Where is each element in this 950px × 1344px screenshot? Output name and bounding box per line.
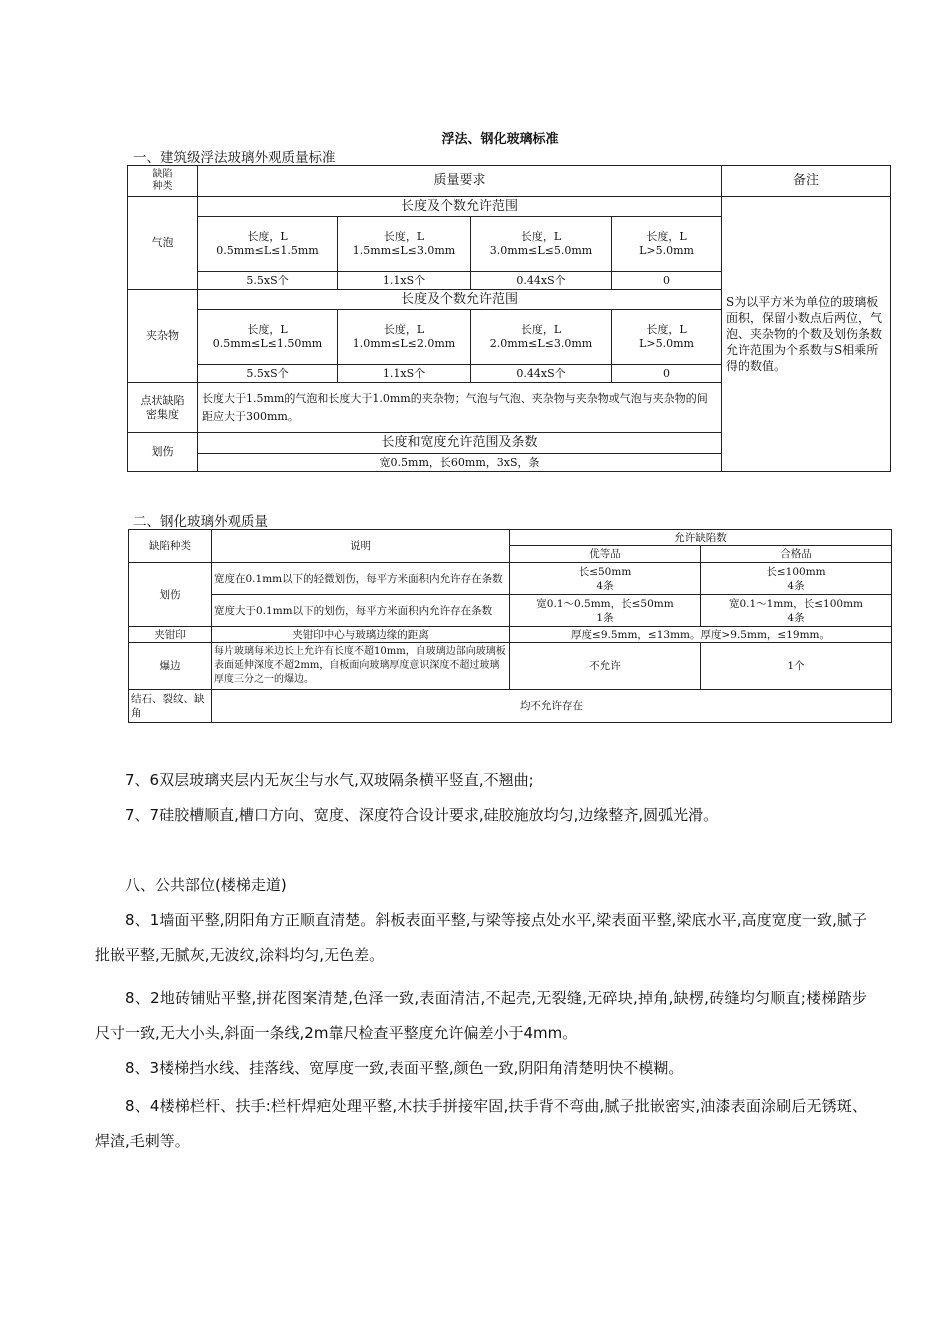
scratch-label: 划伤: [128, 433, 198, 472]
length-label: 长度，L: [646, 230, 687, 243]
paragraph-8-1: 8、1墙面平整,阴阳角方正顺直清楚。斜板表面平整,与梁等接点处水平,梁表面平整,梁底水平,高度宽度一致,腻子批嵌平整,无腻灰,无波纹,涂料均匀,无色差。: [95, 911, 867, 964]
bubble-col-3: [471, 217, 612, 272]
length-label: 长度，L: [247, 323, 288, 336]
edge-premium: 不允许: [510, 643, 701, 690]
paragraph-8-2: 8、2地砖铺贴平整,拼花图案清楚,色泽一致,表面清洁,不起壳,无裂缝,无碎块,掉角,缺楞,砖缝均匀顺直;楼梯踏步尺寸一致,无大小头,斜面一条线,2m靠尺检查平整度允许偏差小于4mm。: [95, 989, 867, 1042]
scratch-qualified-1: 长≤100mm 4条: [701, 563, 892, 595]
inclusion-col-1: [198, 310, 338, 365]
length-range: 0.5mm≤L≤1.50mm: [212, 337, 323, 350]
header-defect-type: 缺陷种类: [129, 530, 212, 563]
bubble-range-title: 长度及个数允许范围: [198, 197, 722, 217]
section8-heading: 八、公共部位(楼梯走道): [125, 876, 287, 894]
paragraph-8-4: 8、4楼梯栏杆、扶手:栏杆焊疤处理平整,木扶手拼接牢固,扶手背不弯曲,腻子批嵌密实,油漆表面涂刷后无锈斑、焊渣,毛刺等。: [95, 1097, 867, 1150]
edge-qualified: 1个: [701, 643, 892, 690]
scratch-qualified-2: 宽0.1～1mm，长≤100mm 4条: [701, 595, 892, 627]
inclusion-count: 5.5xS个: [198, 365, 338, 383]
edge-label: 爆边: [129, 643, 212, 690]
length-label: 长度，L: [247, 230, 288, 243]
length-range: 1.5mm≤L≤3.0mm: [352, 244, 456, 257]
length-range: 0.5mm≤L≤1.5mm: [216, 244, 319, 257]
scratch-title: 长度和宽度允许范围及条数: [198, 433, 722, 454]
scratch-desc-1: 宽度在0.1mm以下的轻微划伤，每平方米面积内允许存在条数: [212, 563, 510, 595]
inclusion-col-2: [338, 310, 471, 365]
header-quality: 质量要求: [198, 166, 722, 197]
length-range: 2.0mm≤L≤3.0mm: [489, 337, 593, 350]
inclusion-col-3: [471, 310, 612, 365]
density-text: 长度大于1.5mm的气泡和长度大于1.0mm的夹杂物；气泡与气泡、夹杂物与夹杂物或气泡与夹杂物的间距应大于300mm。: [198, 383, 722, 433]
paragraph-7-6: 7、6双层玻璃夹层内无灰尘与水气,双玻隔条横平竖直,不翘曲;: [125, 771, 534, 789]
header-premium: 优等品: [510, 546, 701, 563]
inclusion-count: 1.1xS个: [338, 365, 471, 383]
length-range: 3.0mm≤L≤5.0mm: [489, 244, 593, 257]
density-label: 点状缺陷 密集度: [128, 383, 198, 433]
stone-label: 结石、裂纹、缺角: [129, 690, 212, 723]
bubble-count: 0: [612, 272, 722, 290]
stone-value: 均不允许存在: [212, 690, 892, 723]
clamp-label: 夹钳印: [129, 627, 212, 643]
header-qualified: 合格品: [701, 546, 892, 563]
inclusion-count: 0: [612, 365, 722, 383]
section1-heading: 一、建筑级浮法玻璃外观质量标准: [133, 150, 336, 166]
clamp-desc: 夹钳印中心与玻璃边缘的距离: [212, 627, 510, 643]
inclusion-col-4: [612, 310, 722, 365]
header-allowed-defects: 允许缺陷数: [510, 530, 892, 546]
bubble-col-1: [198, 217, 338, 272]
length-range: 1.0mm≤L≤2.0mm: [352, 337, 456, 350]
length-label: 长度，L: [646, 323, 687, 336]
bubble-count: 1.1xS个: [338, 272, 471, 290]
bubble-count: 0.44xS个: [471, 272, 612, 290]
edge-desc: 每片玻璃每米边长上允许有长度不超10mm，自玻璃边部向玻璃板表面延伸深度不超2mm，自板面向玻璃厚度意识深度不超过玻璃厚度三分之一的爆边。: [212, 643, 510, 690]
scratch-value: 宽0.5mm，长60mm，3xS，条: [198, 454, 722, 472]
scratch-label: 划伤: [129, 563, 212, 627]
length-range: L>5.0mm: [639, 244, 694, 257]
length-label: 长度，L: [383, 230, 425, 243]
length-label: 长度，L: [383, 323, 425, 336]
length-range: L>5.0mm: [639, 337, 694, 350]
bubble-label: 气泡: [128, 197, 198, 290]
tempered-glass-table: [128, 529, 892, 723]
section2-heading: 二、钢化玻璃外观质量: [133, 514, 268, 530]
bubble-col-2: [338, 217, 471, 272]
paragraph-7-7: 7、7硅胶槽顺直,槽口方向、宽度、深度符合设计要求,硅胶施放均匀,边缘整齐,圆弧光滑。: [125, 806, 719, 824]
document-title: 浮法、钢化玻璃标准: [441, 132, 559, 147]
scratch-premium-1: 长≤50mm 4条: [510, 563, 701, 595]
paragraph-8-3: 8、3楼梯挡水线、挂落线、宽厚度一致,表面平整,颜色一致,阴阳角清楚明快不模糊。: [125, 1059, 684, 1077]
bubble-col-4: [612, 217, 722, 272]
header-remark: 备注: [722, 166, 891, 197]
inclusion-label: 夹杂物: [128, 290, 198, 383]
inclusion-count: 0.44xS个: [471, 365, 612, 383]
inclusion-range-title: 长度及个数允许范围: [198, 290, 722, 310]
bubble-count: 5.5xS个: [198, 272, 338, 290]
header-defect-type: 缺陷 种类: [128, 166, 198, 197]
length-label: 长度，L: [520, 230, 562, 243]
clamp-value: 厚度≤9.5mm，≤13mm。厚度>9.5mm，≤19mm。: [510, 627, 892, 643]
scratch-premium-2: 宽0.1～0.5mm，长≤50mm 1条: [510, 595, 701, 627]
length-label: 长度，L: [520, 323, 562, 336]
remark-note: S为以平方米为单位的玻璃板面积，保留小数点后两位，气泡、夹杂物的个数及划伤条数允许范围为个系数与S相乘所得的数值。: [722, 197, 891, 472]
scratch-desc-2: 宽度大于0.1mm以下的划伤，每平方米面积内允许存在条数: [212, 595, 510, 627]
header-description: 说明: [212, 530, 510, 563]
float-glass-table: [127, 165, 891, 472]
